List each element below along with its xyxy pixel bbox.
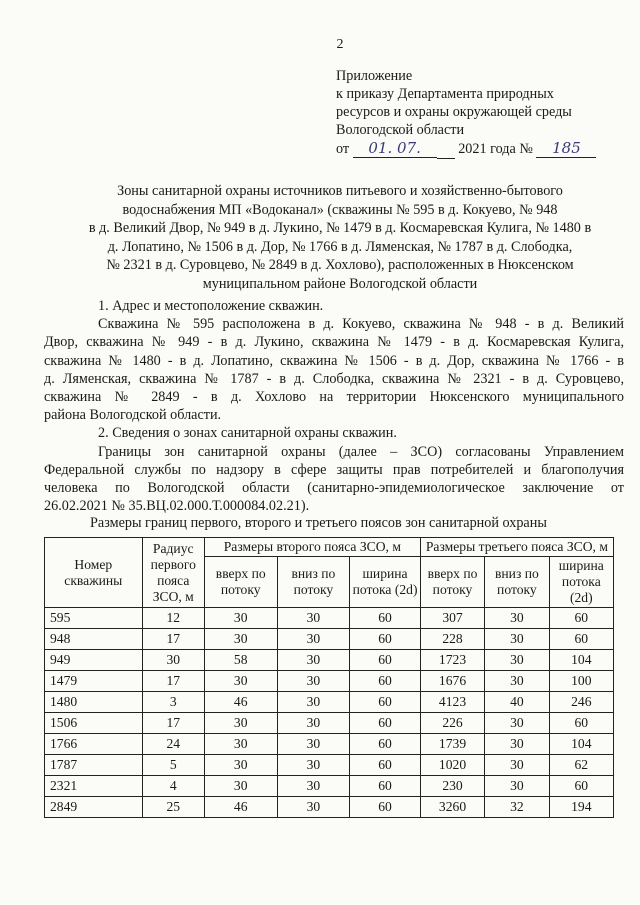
cell-third-downstream: 30 [485,608,549,629]
title-line: водоснабжения МП «Водоканал» (скважины № 595 в д. Кокуево, № 948 [122,201,558,218]
date-prefix: от [336,141,350,157]
cell-third-width: 60 [549,629,613,650]
cell-well-number: 1479 [45,671,143,692]
cell-radius-first: 12 [142,608,204,629]
section-1-line: скважина № 2849 - в д. Хохлово на территории Нюксенского муниципального [44,389,624,406]
cell-second-width: 60 [350,734,421,755]
section-1-heading: 1. Адрес и местоположение скважин. [98,298,324,314]
cell-radius-first: 17 [142,671,204,692]
cell-radius-first: 3 [142,692,204,713]
handwritten-order-number: 185 [536,139,596,158]
cell-second-upstream: 30 [204,608,277,629]
cell-third-upstream: 307 [420,608,484,629]
cell-second-downstream: 30 [277,608,350,629]
cell-radius-first: 17 [142,629,204,650]
cell-second-width: 60 [350,713,421,734]
cell-well-number: 595 [45,608,143,629]
header-second-downstream: вниз по потоку [277,557,350,608]
cell-radius-first: 5 [142,755,204,776]
header-third-belt: Размеры третьего пояса ЗСО, м [420,538,613,557]
header-well-number: Номер скважины [45,538,143,608]
title-line: в д. Великий Двор, № 949 в д. Лукино, № 1479 в д. Космаревская Кулига, № 1480 в [88,220,592,236]
appendix-line: Приложение [336,68,413,84]
zso-table [44,537,614,818]
appendix-line: Вологодской области [336,122,465,138]
cell-third-upstream: 1723 [420,650,484,671]
cell-third-downstream: 30 [485,734,549,755]
cell-third-width: 60 [549,776,613,797]
cell-third-downstream: 30 [485,650,549,671]
appendix-line: ресурсов и охраны окружающей среды [336,104,572,120]
cell-third-downstream: 30 [485,629,549,650]
cell-third-width: 60 [549,608,613,629]
title-line: № 2321 в д. Суровцево, № 2849 в д. Хохлово), расположенных в Нюксенском [106,257,574,273]
title-line: муниципальном районе Вологодской области [202,275,478,292]
cell-radius-first: 17 [142,713,204,734]
cell-third-width: 62 [549,755,613,776]
section-1-line: Двор, скважина № 949 - в д. Лукино, скважина № 1479 - в д. Космаревская Кулига, [44,334,624,351]
cell-radius-first: 25 [142,797,204,818]
cell-third-upstream: 1676 [420,671,484,692]
header-second-belt: Размеры второго пояса ЗСО, м [204,538,420,557]
table-row [45,797,614,818]
table-row [45,755,614,776]
cell-radius-first: 30 [142,650,204,671]
cell-second-width: 60 [350,629,421,650]
cell-second-upstream: 30 [204,776,277,797]
document-title [40,182,640,293]
section-2-line: Границы зон санитарной охраны (далее – ЗСО) согласованы Управлением [98,443,624,460]
cell-well-number: 949 [45,650,143,671]
cell-second-width: 60 [350,671,421,692]
order-date-line [336,139,626,159]
cell-third-width: 104 [549,734,613,755]
appendix-line: к приказу Департамента природных [336,86,554,102]
section-2-line: 26.02.2021 № 35.ВЦ.02.000.Т.000084.02.21). [44,498,310,515]
document-body [44,297,624,515]
section-1-line: скважина № 1480 - в д. Лопатино, скважина № 1506 - в д. Дор, скважина № 1766 - в [44,352,624,369]
table-row [45,776,614,797]
table-header-row [45,538,614,557]
section-1-line: Скважина № 595 расположена в д. Кокуево, скважина № 948 - в д. Великий [98,316,624,333]
cell-second-downstream: 30 [277,650,350,671]
table-row [45,692,614,713]
section-2-line: человека по Вологодской области (санитарно-эпидемиологическое заключение от [44,480,624,497]
table-row [45,734,614,755]
section-1-line: района Вологодской области. [44,407,222,424]
cell-second-downstream: 30 [277,776,350,797]
cell-second-upstream: 30 [204,755,277,776]
cell-third-width: 60 [549,713,613,734]
cell-second-width: 60 [350,755,421,776]
cell-third-upstream: 3260 [420,797,484,818]
cell-second-downstream: 30 [277,713,350,734]
cell-third-upstream: 226 [420,713,484,734]
cell-third-downstream: 30 [485,713,549,734]
cell-well-number: 2321 [45,776,143,797]
cell-third-downstream: 30 [485,755,549,776]
section-2-line: Федеральной службы по надзору в сфере защиты прав потребителей и благополучия [44,461,624,478]
cell-radius-first: 4 [142,776,204,797]
cell-well-number: 948 [45,629,143,650]
table-row [45,650,614,671]
cell-second-upstream: 30 [204,734,277,755]
cell-second-width: 60 [350,650,421,671]
cell-well-number: 1506 [45,713,143,734]
cell-second-upstream: 58 [204,650,277,671]
cell-second-upstream: 30 [204,713,277,734]
cell-well-number: 1480 [45,692,143,713]
cell-second-downstream: 30 [277,755,350,776]
title-line: д. Лопатино, № 1506 в д. Дор, № 1766 в д. Ляменская, № 1787 в д. Слободка, [107,238,573,255]
header-second-upstream: вверх по потоку [204,557,277,608]
cell-third-downstream: 32 [485,797,549,818]
cell-well-number: 1787 [45,755,143,776]
table-row [45,713,614,734]
cell-third-upstream: 1020 [420,755,484,776]
cell-second-downstream: 30 [277,629,350,650]
cell-radius-first: 24 [142,734,204,755]
cell-third-width: 194 [549,797,613,818]
header-second-width: ширина потока (2d) [350,557,421,608]
header-third-upstream: вверх по потоку [420,557,484,608]
cell-third-width: 104 [549,650,613,671]
cell-third-upstream: 230 [420,776,484,797]
appendix-header [336,67,626,159]
header-third-downstream: вниз по потоку [485,557,549,608]
cell-second-downstream: 30 [277,692,350,713]
page-number: 2 [336,37,344,52]
cell-second-upstream: 46 [204,692,277,713]
cell-well-number: 2849 [45,797,143,818]
section-2-heading: 2. Сведения о зонах санитарной охраны скважин. [98,425,397,442]
table-row [45,608,614,629]
cell-third-width: 100 [549,671,613,692]
cell-second-downstream: 30 [277,797,350,818]
table-body [45,608,614,818]
cell-third-upstream: 1739 [420,734,484,755]
cell-second-width: 60 [350,776,421,797]
cell-second-downstream: 30 [277,734,350,755]
cell-second-upstream: 46 [204,797,277,818]
title-line: Зоны санитарной охраны источников питьевого и хозяйственно-бытового [117,183,563,199]
table-row [45,671,614,692]
number-sign: № [519,141,533,157]
order-year: 2021 года [458,141,516,157]
cell-third-upstream: 4123 [420,692,484,713]
table-caption: Размеры границ первого, второго и третьего поясов зон санитарной охраны [90,515,547,531]
cell-second-upstream: 30 [204,629,277,650]
cell-third-width: 246 [549,692,613,713]
cell-second-width: 60 [350,608,421,629]
header-radius-first-belt: Радиус первого пояса ЗСО, м [142,538,204,608]
cell-second-width: 60 [350,692,421,713]
header-third-width: ширина потока (2d) [549,557,613,608]
table-row [45,629,614,650]
cell-second-width: 60 [350,797,421,818]
cell-well-number: 1766 [45,734,143,755]
cell-third-downstream: 30 [485,671,549,692]
cell-third-downstream: 40 [485,692,549,713]
cell-second-downstream: 30 [277,671,350,692]
cell-third-downstream: 30 [485,776,549,797]
section-1-line: д. Ляменская, скважина № 1787 - в д. Слободка, скважина № 2321 - в д. Суровцево, [44,370,624,387]
handwritten-date: 01. 07. [353,139,437,158]
cell-second-upstream: 30 [204,671,277,692]
cell-third-upstream: 228 [420,629,484,650]
